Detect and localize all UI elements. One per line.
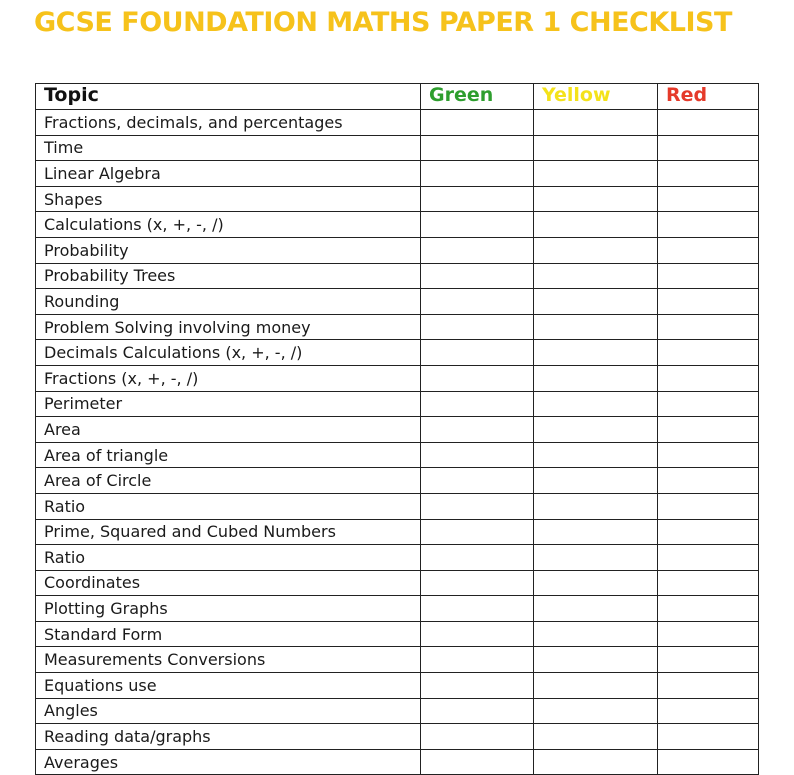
green-mark-cell[interactable] [421, 186, 534, 212]
yellow-mark-cell[interactable] [534, 340, 658, 366]
table-row [36, 186, 759, 212]
red-mark-cell[interactable] [658, 110, 759, 136]
green-mark-cell[interactable] [421, 621, 534, 647]
table-row [36, 237, 759, 263]
yellow-mark-cell[interactable] [534, 545, 658, 571]
yellow-column-header: Yellow [534, 84, 658, 110]
table-row [36, 212, 759, 238]
topic-cell: Fractions (x, +, -, /) [36, 365, 421, 391]
table-row [36, 417, 759, 443]
green-mark-cell[interactable] [421, 519, 534, 545]
green-mark-cell[interactable] [421, 493, 534, 519]
red-mark-cell[interactable] [658, 135, 759, 161]
red-mark-cell[interactable] [658, 314, 759, 340]
table-row [36, 289, 759, 315]
table-row [36, 673, 759, 699]
table-row [36, 647, 759, 673]
topic-cell: Angles [36, 698, 421, 724]
red-mark-cell[interactable] [658, 570, 759, 596]
red-mark-cell[interactable] [658, 519, 759, 545]
topic-cell: Rounding [36, 289, 421, 315]
table-row [36, 519, 759, 545]
table-row [36, 621, 759, 647]
red-mark-cell[interactable] [658, 212, 759, 238]
red-mark-cell[interactable] [658, 186, 759, 212]
topic-cell: Linear Algebra [36, 161, 421, 187]
red-mark-cell[interactable] [658, 545, 759, 571]
green-mark-cell[interactable] [421, 596, 534, 622]
topic-cell: Ratio [36, 493, 421, 519]
green-mark-cell[interactable] [421, 724, 534, 750]
red-mark-cell[interactable] [658, 749, 759, 775]
page-title: GCSE FOUNDATION MATHS PAPER 1 CHECKLIST [34, 7, 732, 38]
red-mark-cell[interactable] [658, 237, 759, 263]
yellow-mark-cell[interactable] [534, 621, 658, 647]
red-mark-cell[interactable] [658, 391, 759, 417]
red-mark-cell[interactable] [658, 647, 759, 673]
red-mark-cell[interactable] [658, 468, 759, 494]
table-row [36, 365, 759, 391]
table-row [36, 442, 759, 468]
red-column-header: Red [658, 84, 759, 110]
yellow-mark-cell[interactable] [534, 365, 658, 391]
green-mark-cell[interactable] [421, 263, 534, 289]
topic-cell: Prime, Squared and Cubed Numbers [36, 519, 421, 545]
red-mark-cell[interactable] [658, 161, 759, 187]
green-mark-cell[interactable] [421, 468, 534, 494]
table-row [36, 468, 759, 494]
red-mark-cell[interactable] [658, 621, 759, 647]
table-row [36, 698, 759, 724]
yellow-mark-cell[interactable] [534, 289, 658, 315]
green-mark-cell[interactable] [421, 391, 534, 417]
yellow-mark-cell[interactable] [534, 442, 658, 468]
red-mark-cell[interactable] [658, 340, 759, 366]
table-row [36, 391, 759, 417]
topic-cell: Fractions, decimals, and percentages [36, 110, 421, 136]
topic-rows [36, 110, 759, 775]
yellow-mark-cell[interactable] [534, 237, 658, 263]
yellow-mark-cell[interactable] [534, 673, 658, 699]
topic-cell: Calculations (x, +, -, /) [36, 212, 421, 238]
red-mark-cell[interactable] [658, 493, 759, 519]
topic-cell: Area of triangle [36, 442, 421, 468]
green-mark-cell[interactable] [421, 340, 534, 366]
table-row [36, 596, 759, 622]
table-row [36, 340, 759, 366]
red-mark-cell[interactable] [658, 263, 759, 289]
green-mark-cell[interactable] [421, 647, 534, 673]
green-mark-cell[interactable] [421, 289, 534, 315]
green-mark-cell[interactable] [421, 417, 534, 443]
green-column-header: Green [421, 84, 534, 110]
yellow-mark-cell[interactable] [534, 519, 658, 545]
topic-cell: Perimeter [36, 391, 421, 417]
yellow-mark-cell[interactable] [534, 391, 658, 417]
topic-cell: Problem Solving involving money [36, 314, 421, 340]
red-mark-cell[interactable] [658, 365, 759, 391]
green-mark-cell[interactable] [421, 110, 534, 136]
green-mark-cell[interactable] [421, 135, 534, 161]
yellow-mark-cell[interactable] [534, 724, 658, 750]
topic-cell: Area [36, 417, 421, 443]
topic-cell: Reading data/graphs [36, 724, 421, 750]
green-mark-cell[interactable] [421, 442, 534, 468]
yellow-mark-cell[interactable] [534, 647, 658, 673]
green-mark-cell[interactable] [421, 237, 534, 263]
yellow-mark-cell[interactable] [534, 161, 658, 187]
green-mark-cell[interactable] [421, 161, 534, 187]
yellow-mark-cell[interactable] [534, 749, 658, 775]
table-row [36, 263, 759, 289]
topic-cell: Ratio [36, 545, 421, 571]
yellow-mark-cell[interactable] [534, 135, 658, 161]
topic-cell: Standard Form [36, 621, 421, 647]
table-row [36, 135, 759, 161]
yellow-mark-cell[interactable] [534, 110, 658, 136]
yellow-mark-cell[interactable] [534, 314, 658, 340]
red-mark-cell[interactable] [658, 417, 759, 443]
yellow-mark-cell[interactable] [534, 468, 658, 494]
red-mark-cell[interactable] [658, 724, 759, 750]
table-row [36, 161, 759, 187]
topic-cell: Probability Trees [36, 263, 421, 289]
topic-cell: Decimals Calculations (x, +, -, /) [36, 340, 421, 366]
red-mark-cell[interactable] [658, 442, 759, 468]
green-mark-cell[interactable] [421, 749, 534, 775]
yellow-mark-cell[interactable] [534, 493, 658, 519]
red-mark-cell[interactable] [658, 673, 759, 699]
green-mark-cell[interactable] [421, 212, 534, 238]
table-row [36, 545, 759, 571]
yellow-mark-cell[interactable] [534, 570, 658, 596]
table-row [36, 749, 759, 775]
green-mark-cell[interactable] [421, 365, 534, 391]
topic-cell: Equations use [36, 673, 421, 699]
topic-cell: Averages [36, 749, 421, 775]
yellow-mark-cell[interactable] [534, 263, 658, 289]
topic-cell: Measurements Conversions [36, 647, 421, 673]
green-mark-cell[interactable] [421, 314, 534, 340]
green-mark-cell[interactable] [421, 698, 534, 724]
topic-cell: Coordinates [36, 570, 421, 596]
topic-checklist-table [35, 83, 759, 775]
green-mark-cell[interactable] [421, 570, 534, 596]
table-row [36, 724, 759, 750]
green-mark-cell[interactable] [421, 545, 534, 571]
yellow-mark-cell[interactable] [534, 417, 658, 443]
topic-column-header: Topic [36, 84, 421, 110]
table-row [36, 493, 759, 519]
topic-cell: Shapes [36, 186, 421, 212]
table-row [36, 314, 759, 340]
header-row [36, 84, 759, 110]
topic-cell: Time [36, 135, 421, 161]
red-mark-cell[interactable] [658, 596, 759, 622]
topic-cell: Area of Circle [36, 468, 421, 494]
topic-cell: Plotting Graphs [36, 596, 421, 622]
yellow-mark-cell[interactable] [534, 186, 658, 212]
green-mark-cell[interactable] [421, 673, 534, 699]
red-mark-cell[interactable] [658, 698, 759, 724]
yellow-mark-cell[interactable] [534, 698, 658, 724]
topic-cell: Probability [36, 237, 421, 263]
yellow-mark-cell[interactable] [534, 596, 658, 622]
table-row [36, 570, 759, 596]
red-mark-cell[interactable] [658, 289, 759, 315]
table-row [36, 110, 759, 136]
yellow-mark-cell[interactable] [534, 212, 658, 238]
